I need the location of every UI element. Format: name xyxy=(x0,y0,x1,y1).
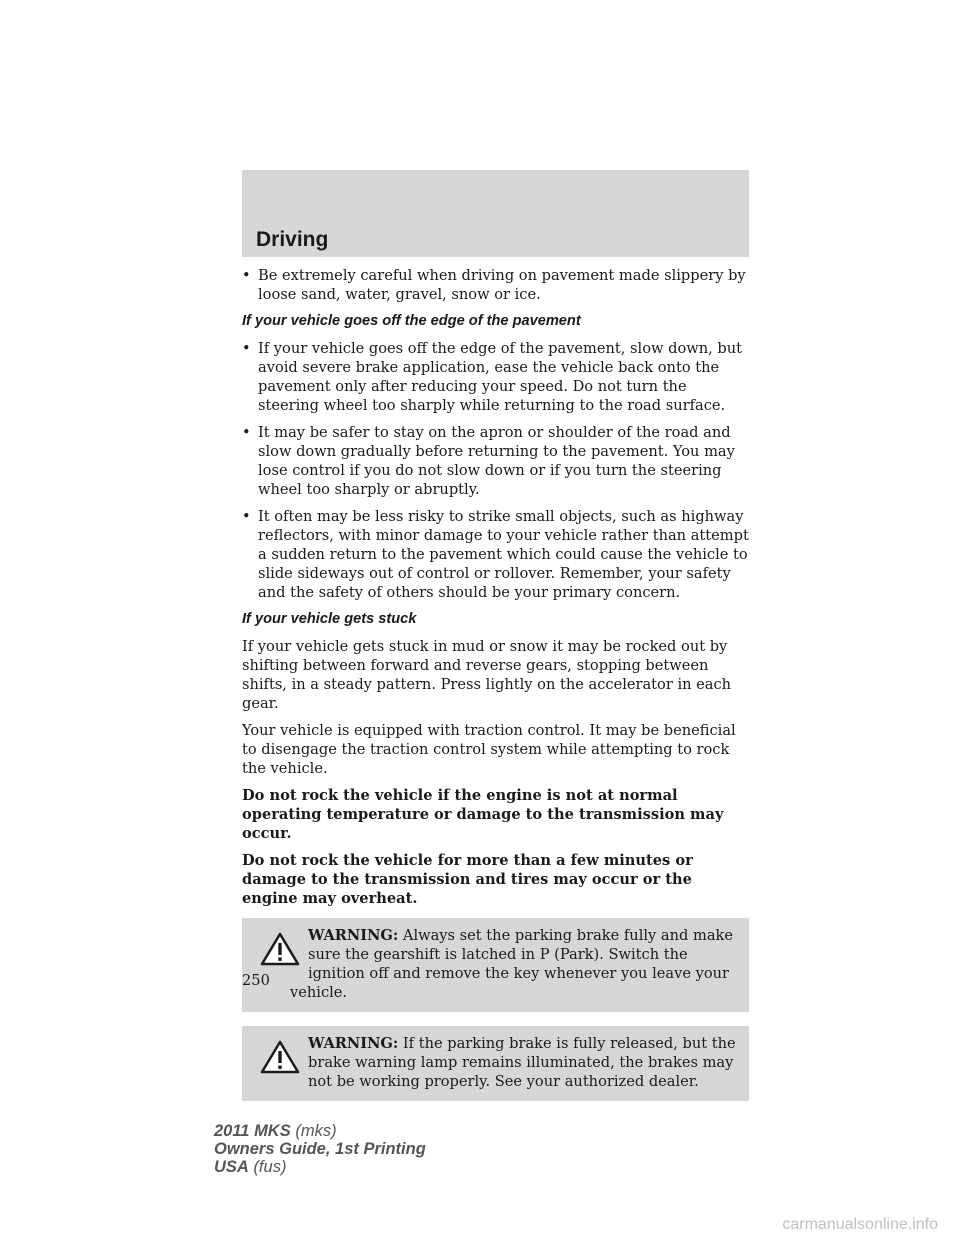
watermark: carmanualsonline.info xyxy=(782,1216,938,1233)
warning-box xyxy=(242,1026,749,1101)
paragraph: Your vehicle is equipped with traction control. It may be beneficial to disengage the traction control system while attempting to rock the vehicle. xyxy=(242,722,736,777)
bullet-dot: • xyxy=(242,267,251,284)
bullet-item xyxy=(242,266,749,304)
subheading-stuck: If your vehicle gets stuck xyxy=(242,611,417,627)
bold-caution: Do not rock the vehicle if the engine is not at normal operating temperature or damage to the transmission may occur. xyxy=(242,787,724,842)
bullet-item xyxy=(242,339,749,415)
footer-line-1: 2011 MKS (mks) xyxy=(214,1122,337,1140)
page-number: 250 xyxy=(242,972,270,989)
warning-text xyxy=(252,1034,739,1091)
footer-print-info xyxy=(214,1122,426,1176)
bullet-item xyxy=(242,507,749,602)
bullet-text: Be extremely careful when driving on pavement made slippery by loose sand, water, gravel, snow or ice. xyxy=(258,267,746,303)
warning-body: Always set the parking brake fully and make sure the gearshift is latched in P (Park). Switch the ignition off and remove the key whenever you leave your vehicle. xyxy=(290,927,734,1001)
bullet-dot: • xyxy=(242,340,251,357)
warning-label: WARNING: xyxy=(308,927,399,944)
bullet-text: If your vehicle goes off the edge of the pavement, slow down, but avoid severe brake application, ease the vehicle back onto the pavement only after reducing your speed. Do not turn the steering wheel too sharply while returning to the road surface. xyxy=(258,340,743,414)
bold-caution: Do not rock the vehicle for more than a few minutes or damage to the transmission and tires may occur or the engine may overheat. xyxy=(242,852,693,907)
footer-line-3: USA (fus) xyxy=(214,1158,287,1176)
warning-box xyxy=(242,918,749,1012)
bullet-text: It may be safer to stay on the apron or shoulder of the road and slow down gradually before returning to the pavement. You may lose control if you do not slow down or if you turn the steering wheel too sharply or abruptly. xyxy=(258,424,735,498)
bullet-item xyxy=(242,423,749,499)
bullet-dot: • xyxy=(242,424,251,441)
warning-triangle-icon xyxy=(260,1040,300,1074)
bullet-dot: • xyxy=(242,508,251,525)
warning-text xyxy=(252,926,739,1002)
bullet-text: It often may be less risky to strike small objects, such as highway reflectors, with minor damage to your vehicle rather than attempt a sudden return to the pavement which could cause the vehicle to slide sideways out of control or rollover. Remember, your safety and the safety of others should be your primary concern. xyxy=(258,508,749,601)
page-content xyxy=(242,266,749,1115)
section-title: Driving xyxy=(256,228,329,251)
warning-triangle-icon xyxy=(260,932,300,966)
footer-line-2: Owners Guide, 1st Printing xyxy=(214,1140,426,1158)
warning-body: If the parking brake is fully released, but the brake warning lamp remains illuminated, the brakes may not be working properly. See your authorized dealer. xyxy=(308,1035,736,1090)
paragraph: If your vehicle gets stuck in mud or snow it may be rocked out by shifting between forward and reverse gears, stopping between shifts, in a steady pattern. Press lightly on the accelerator in each gear. xyxy=(242,638,732,712)
subheading-offroad: If your vehicle goes off the edge of the pavement xyxy=(242,313,581,329)
warning-label: WARNING: xyxy=(308,1035,399,1052)
